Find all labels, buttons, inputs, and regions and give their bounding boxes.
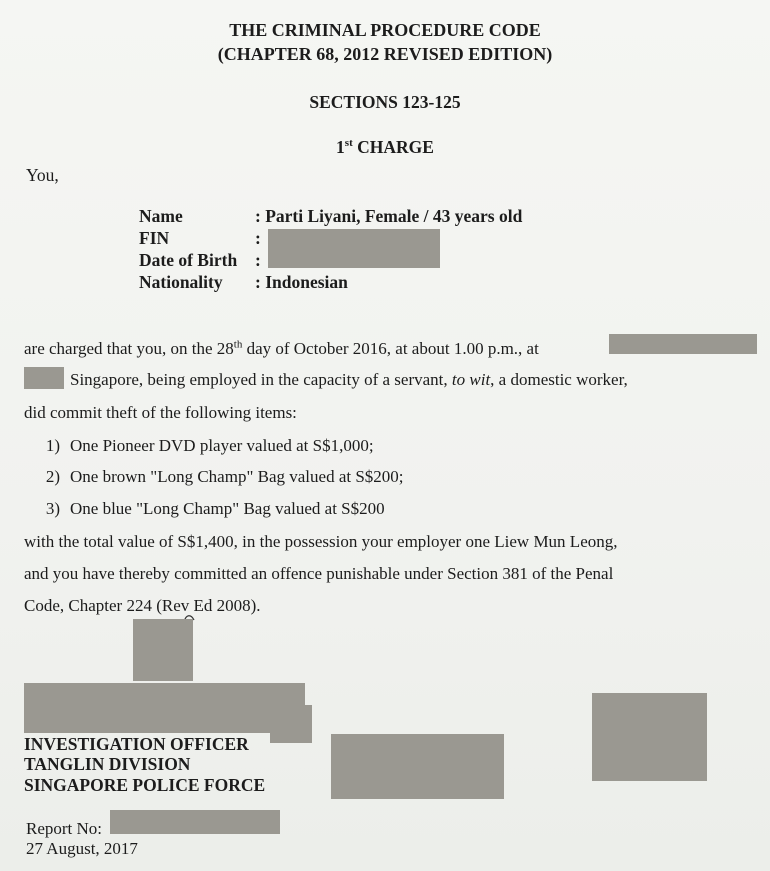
signature-line-2: TANGLIN DIVISION bbox=[24, 754, 191, 774]
nationality-value: : Indonesian bbox=[255, 272, 348, 292]
fin-value: : bbox=[255, 228, 261, 248]
redaction-stamp-2 bbox=[592, 693, 707, 781]
redaction-officer-name bbox=[24, 683, 305, 733]
redaction-signature bbox=[133, 619, 193, 681]
charge-line-1: are charged that you, on the 28th day of October 2016, at about 1.00 p.m., at bbox=[24, 338, 539, 358]
stolen-item-1: 1) One Pioneer DVD player valued at S$1,000; bbox=[45, 436, 374, 455]
charge-line-5: and you have thereby committed an offence punishable under Section 381 of the Penal bbox=[24, 564, 614, 583]
redaction-address-2 bbox=[24, 367, 64, 389]
charge-line-4: with the total value of S$1,400, in the possession your employer one Liew Mun Leong, bbox=[24, 532, 618, 551]
report-date: 27 August, 2017 bbox=[26, 839, 138, 858]
charge-line-2: Singapore, being employed in the capacity of a servant, to wit, a domestic worker, bbox=[70, 370, 628, 389]
stolen-item-2: 2) One brown "Long Champ" Bag valued at S$200; bbox=[45, 467, 404, 486]
document-title-line2: (CHAPTER 68, 2012 REVISED EDITION) bbox=[217, 44, 553, 64]
nationality-label: Nationality bbox=[139, 272, 223, 292]
name-label: Name bbox=[139, 206, 183, 226]
redaction-address-1 bbox=[609, 334, 757, 354]
report-number-label: Report No: bbox=[26, 819, 103, 838]
document-title-line1: THE CRIMINAL PROCEDURE CODE bbox=[229, 20, 541, 40]
sections-heading: SECTIONS 123-125 bbox=[309, 92, 461, 112]
name-value: : Parti Liyani, Female / 43 years old bbox=[255, 206, 523, 226]
signature-line-3: SINGAPORE POLICE FORCE bbox=[24, 775, 266, 795]
dob-value: : bbox=[255, 250, 261, 270]
charge-line-3: did commit theft of the following items: bbox=[24, 403, 297, 422]
redaction-stamp-1 bbox=[331, 734, 504, 799]
charge-line-6: Code, Chapter 224 (Rev Ed 2008). bbox=[24, 596, 261, 615]
redaction-officer-name-tail bbox=[270, 705, 312, 743]
charge-ordinal: 1 bbox=[336, 137, 345, 157]
fin-label: FIN bbox=[139, 228, 170, 248]
redaction-report-number bbox=[110, 810, 280, 834]
charge-heading bbox=[0, 137, 770, 158]
signature-line-1: INVESTIGATION OFFICER bbox=[24, 734, 249, 754]
charge-label: CHARGE bbox=[352, 137, 434, 157]
charge-ordinal-suffix: st bbox=[344, 137, 353, 150]
stolen-item-3: 3) One blue "Long Champ" Bag valued at S$200 bbox=[45, 499, 385, 518]
redaction-fin-dob bbox=[268, 229, 440, 268]
salutation: You, bbox=[26, 165, 59, 185]
dob-label: Date of Birth bbox=[139, 250, 238, 270]
